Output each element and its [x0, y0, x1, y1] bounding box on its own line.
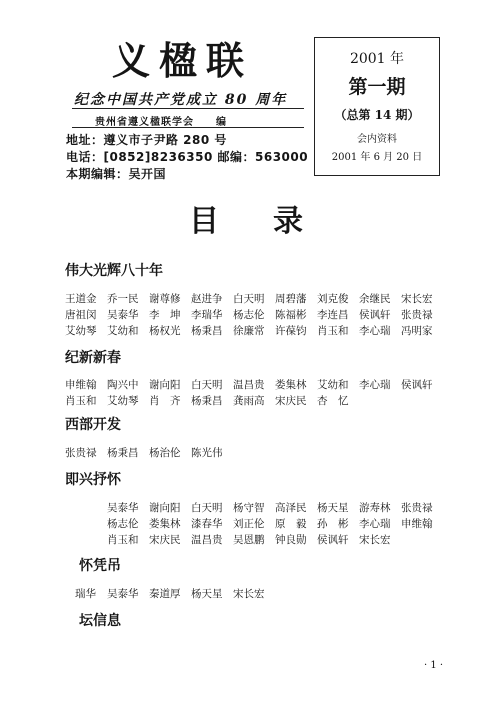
author-name: 许葆钧	[275, 325, 307, 337]
author-name: 肖玉和	[65, 395, 97, 407]
issue-date: 2001 年 6 月 20 日	[331, 152, 423, 163]
author-name: 肖玉和	[317, 325, 349, 337]
author-name: 侯讽轩	[317, 534, 349, 546]
author-name: 李心瑞	[359, 518, 391, 530]
author-name: 李瑞华	[191, 309, 223, 321]
author-name: 宋长宏	[233, 588, 265, 600]
author-name: 杨天星	[191, 588, 223, 600]
author-name: 肖玉和	[107, 534, 139, 546]
author-name: 李心瑞	[359, 379, 391, 391]
author-name: 陈光伟	[191, 447, 223, 459]
author-name: 余继民	[359, 293, 391, 305]
author-name: 谢尊修	[149, 293, 181, 305]
author-name: 张贵禄	[401, 309, 433, 321]
author-name: 艾幼和	[317, 379, 349, 391]
author-name: 温昌贵	[191, 534, 223, 546]
author-name: 徐廉常	[233, 325, 265, 337]
author-name: 孙 彬	[317, 518, 349, 530]
author-name: 宋长宏	[359, 534, 391, 546]
author-name: 漆春华	[191, 518, 223, 530]
author-name: 杨天星	[317, 502, 349, 514]
masthead-title: 义楹联	[112, 39, 254, 83]
author-name: 杨志伦	[107, 518, 139, 530]
issue-note: 会内资料	[357, 134, 397, 145]
section-title: 伟大光辉八十年	[65, 263, 163, 279]
author-name: 吴泰华	[107, 588, 139, 600]
author-name: 赵进争	[191, 293, 223, 305]
author-name: 申维翰	[401, 518, 433, 530]
author-name: 陈福彬	[275, 309, 307, 321]
author-name: 李 坤	[149, 309, 181, 321]
author-name: 宋庆民	[149, 534, 181, 546]
author-name: 艾幼琴	[65, 325, 97, 337]
author-name: 申维翰	[65, 379, 97, 391]
author-name: 高泽民	[275, 502, 307, 514]
author-name: 杨志伦	[233, 309, 265, 321]
issue-box	[314, 37, 440, 176]
page-number: · 1 ·	[424, 660, 444, 671]
author-name: 张贵禄	[401, 502, 433, 514]
issue-number: 第一期	[348, 76, 406, 98]
author-name: 陶兴中	[107, 379, 139, 391]
author-name: 瑞华	[75, 588, 96, 600]
author-name: 谢向阳	[149, 502, 181, 514]
author-name: 侯讽轩	[401, 379, 433, 391]
contents-char-1: 目	[189, 204, 219, 239]
author-name: 温昌贵	[233, 379, 265, 391]
author-name: 王道金	[65, 293, 97, 305]
editor: 本期编辑：吴开国	[66, 167, 167, 181]
author-name: 刘克俊	[317, 293, 349, 305]
author-name: 秦道厚	[149, 588, 181, 600]
author-name: 艾幼和	[107, 325, 139, 337]
author-name: 白天明	[233, 293, 265, 305]
address: 地址：遵义市子尹路 280 号	[66, 133, 227, 147]
author-name: 娄集林	[149, 518, 181, 530]
author-name: 钟良勋	[275, 534, 307, 546]
author-name: 吴泰华	[107, 502, 139, 514]
author-name: 白天明	[191, 502, 223, 514]
author-name: 吴恩鹏	[233, 534, 265, 546]
author-name: 李心瑞	[359, 325, 391, 337]
author-name: 杨权光	[149, 325, 181, 337]
author-name: 侯讽轩	[359, 309, 391, 321]
author-name: 艾幼琴	[107, 395, 139, 407]
author-name: 谢向阳	[149, 379, 181, 391]
author-name: 白天明	[191, 379, 223, 391]
author-name: 李连昌	[317, 309, 349, 321]
section-title: 怀凭吊	[79, 558, 121, 574]
section-title: 纪新新春	[65, 350, 121, 366]
author-name: 张贵禄	[65, 447, 97, 459]
contents-char-2: 录	[273, 204, 303, 239]
author-name: 杨秉昌	[191, 325, 223, 337]
author-name: 宋庆民	[275, 395, 307, 407]
author-name: 游寿林	[359, 502, 391, 514]
author-name: 宋长宏	[401, 293, 433, 305]
author-name: 杨秉昌	[107, 447, 139, 459]
author-name: 杏 忆	[317, 395, 349, 407]
author-name: 乔一民	[107, 293, 139, 305]
section-title: 坛信息	[79, 613, 121, 629]
author-name: 杨守智	[233, 502, 265, 514]
phone-postcode: 电话：[0852]8236350 邮编：563000	[66, 150, 309, 164]
masthead-rule-top	[72, 108, 304, 109]
issue-year: 2001 年	[349, 51, 405, 67]
author-name: 周碧藩	[275, 293, 307, 305]
author-name: 杨治伦	[149, 447, 181, 459]
author-name: 冯明家	[401, 325, 433, 337]
section-title: 即兴抒怀	[65, 472, 121, 488]
section-title: 西部开发	[65, 417, 121, 433]
author-name: 原 毅	[275, 518, 307, 530]
author-name: 刘正伦	[233, 518, 265, 530]
author-name: 吴泰华	[107, 309, 139, 321]
masthead-subtitle: 纪念中国共产党成立 80 周年	[74, 92, 288, 108]
author-name: 唐祖闵	[65, 309, 97, 321]
author-name: 娄集林	[275, 379, 307, 391]
author-name: 龚雨高	[233, 395, 265, 407]
publisher: 贵州省遵义楹联学会 编	[95, 117, 227, 128]
masthead-rule-bottom	[72, 127, 304, 128]
author-name: 杨秉昌	[191, 395, 223, 407]
issue-total: （总第 14 期）	[334, 108, 420, 122]
author-name: 肖 齐	[149, 395, 181, 407]
